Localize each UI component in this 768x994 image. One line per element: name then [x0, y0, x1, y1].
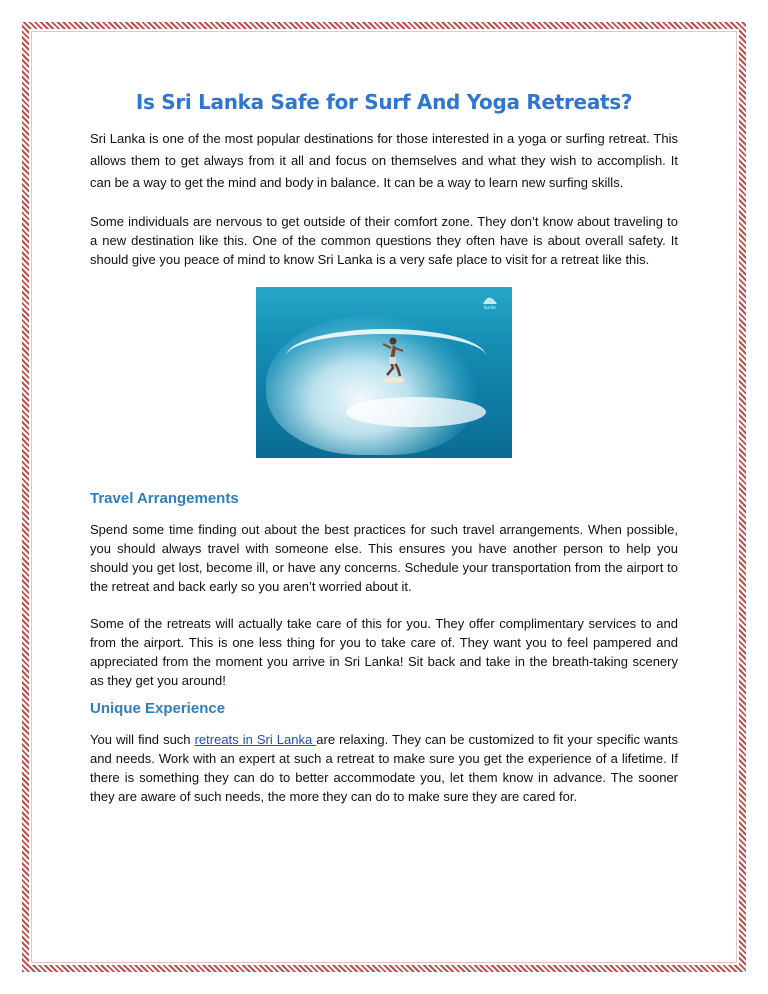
photo-watermark — [478, 295, 502, 313]
section-heading-unique: Unique Experience — [90, 700, 226, 717]
unique-paragraph — [90, 730, 678, 806]
wave-foam — [346, 397, 486, 427]
unique-text-start: You will find such — [90, 732, 195, 747]
watermark-icon — [482, 295, 498, 305]
travel-paragraph-2: Some of the retreats will actually take care of this for you. They offer complimentary services to and from the airport. This is one less thing for you to take care of. They want you to feel pampered and appreciated from the moment you arrive in Sri Lanka! Sit back and take in the breath-taking scenery as they get you around! — [90, 616, 678, 688]
unique-text-end: are relaxing. They can be customized to fit your specific wants and needs. Work with an expert at such a retreat to make sure you get the experience of a lifetime. If there is something they can do to better accommodate you, let them know in advance. The sooner they are aware of such needs, the more they can do to make sure they are cared for. — [90, 732, 679, 804]
watermark-text: Surfer — [483, 305, 497, 310]
surfing-photo — [256, 287, 512, 458]
intro-paragraph-2: Some individuals are nervous to get outside of their comfort zone. They don’t know about traveling to a new destination like this. One of the common questions they often have is about overall safety. It should give you peace of mind to know Sri Lanka is a very safe place to visit for a retreat like this. — [90, 214, 678, 267]
retreats-link[interactable]: retreats in Sri Lanka — [194, 732, 317, 747]
document-body — [90, 90, 678, 824]
image-container — [90, 287, 678, 458]
surfer-figure — [381, 335, 405, 385]
page-title: Is Sri Lanka Safe for Surf And Yoga Retreats? — [135, 90, 633, 114]
section-heading-travel: Travel Arrangements — [90, 490, 239, 507]
travel-paragraph-1: Spend some time finding out about the best practices for such travel arrangements. When possible, you should always travel with someone else. This ensures you have another person to help you should you get lost, become ill, or have any concerns. Schedule your transportation from the airport to the retreat and back early so you aren’t worried about it. — [90, 522, 678, 594]
intro-paragraph-1: Sri Lanka is one of the most popular destinations for those interested in a yoga or surfing retreat. This allows them to get always from it all and focus on themselves and what they wish to accomplish. It can be a way to get the mind and body in balance. It can be a way to learn new surfing skills. — [90, 131, 678, 190]
